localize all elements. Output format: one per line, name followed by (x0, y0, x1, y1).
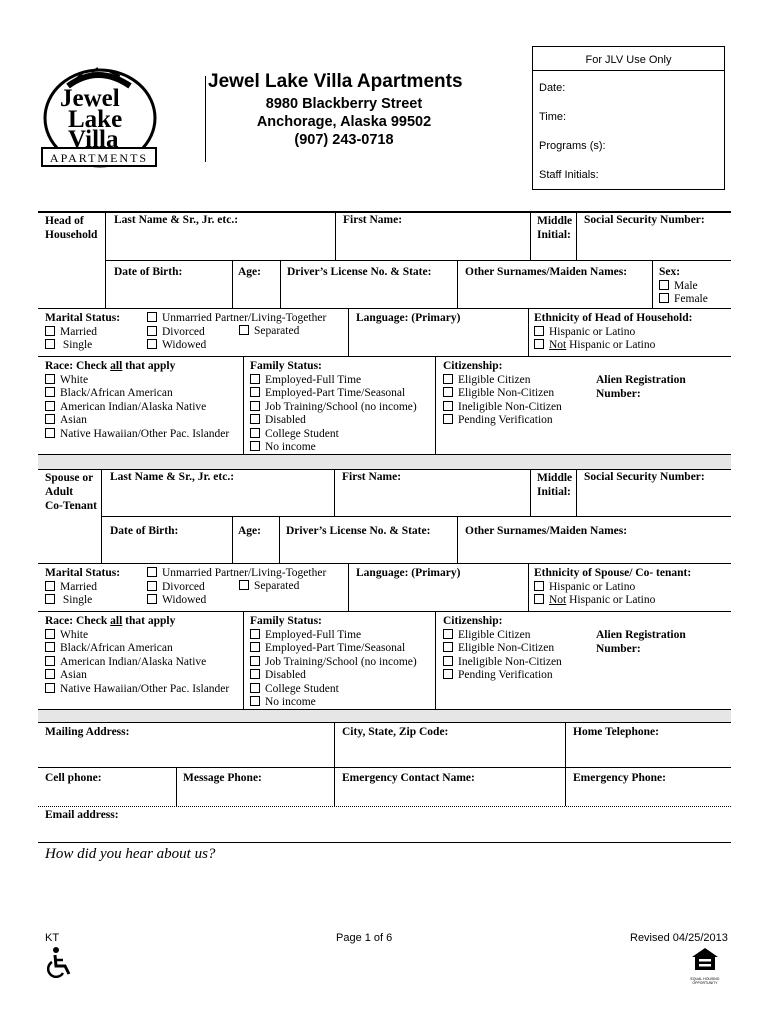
family-checkbox[interactable] (250, 374, 260, 384)
family-checkbox[interactable] (250, 683, 260, 693)
emergency-contact-label: Emergency Contact Name: (342, 772, 475, 784)
citizen-option[interactable]: Pending Verification (443, 414, 562, 428)
hoh-middle-initial-label: Middle Initial: (537, 215, 573, 241)
family-option[interactable]: Job Training/School (no income) (250, 401, 417, 415)
hoh-label: Head of Household (45, 215, 98, 241)
citizen-checkbox[interactable] (443, 374, 453, 384)
married-checkbox[interactable] (45, 326, 55, 336)
family-option[interactable]: Disabled (250, 669, 417, 683)
citizen-option[interactable]: Eligible Citizen (443, 374, 562, 388)
divorced-checkbox[interactable] (147, 581, 157, 591)
widowed-checkbox[interactable] (147, 594, 157, 604)
race-checkbox[interactable] (45, 414, 55, 424)
race-checkbox[interactable] (45, 387, 55, 397)
hoh-age-label: Age: (238, 266, 261, 278)
emergency-phone-label: Emergency Phone: (573, 772, 666, 784)
hoh-top-rule (38, 211, 731, 213)
spouse-surnames-label: Other Surnames/Maiden Names: (465, 525, 628, 537)
race-checkbox[interactable] (45, 374, 55, 384)
spouse-marital-status-col2 (147, 567, 326, 608)
logo-banner: APARTMENTS (49, 151, 149, 165)
citizen-option[interactable]: Eligible Non-Citizen (443, 642, 562, 656)
family-checkbox[interactable] (250, 414, 260, 424)
spouse-ethnicity: Ethnicity of Spouse/ Co- tenant: Hispanic or Latino Not Hispanic or Latino (534, 567, 692, 606)
family-checkbox[interactable] (250, 669, 260, 679)
hoh-marital-status: Marital Status: Married Single (45, 312, 121, 351)
race-option[interactable]: Native Hawaiian/Other Pac. Islander (45, 683, 229, 697)
sex-male-option[interactable]: Male (659, 280, 708, 294)
equal-housing-icon (690, 946, 720, 985)
citizen-checkbox[interactable] (443, 414, 453, 424)
family-option[interactable]: College Student (250, 428, 417, 442)
hoh-language-label: Language: (Primary) (356, 312, 461, 324)
not-hispanic-checkbox[interactable] (534, 339, 544, 349)
race-option[interactable]: Asian (45, 669, 229, 683)
race-checkbox[interactable] (45, 642, 55, 652)
family-checkbox[interactable] (250, 401, 260, 411)
married-option[interactable]: Married (45, 326, 120, 340)
family-option[interactable]: Employed-Full Time (250, 629, 417, 643)
home-telephone-label: Home Telephone: (573, 726, 659, 738)
family-option[interactable]: Job Training/School (no income) (250, 656, 417, 670)
citizen-option[interactable]: Eligible Non-Citizen (443, 387, 562, 401)
citizen-checkbox[interactable] (443, 401, 453, 411)
message-phone-label: Message Phone: (183, 772, 262, 784)
widowed-checkbox[interactable] (147, 339, 157, 349)
separated-checkbox[interactable] (239, 580, 249, 590)
hoh-alien-registration: Alien Registration Number: (596, 374, 686, 400)
office-use-title: For JLV Use Only (585, 54, 672, 66)
race-option[interactable]: Black/African American (45, 642, 229, 656)
race-checkbox[interactable] (45, 669, 55, 679)
hoh-dl-label: Driver’s License No. & State: (287, 266, 432, 278)
single-checkbox[interactable] (45, 594, 55, 604)
race-option[interactable]: Black/African American (45, 387, 229, 401)
family-checkbox[interactable] (250, 642, 260, 652)
spouse-middle-initial-label: Middle Initial: (537, 472, 573, 498)
family-option[interactable]: Employed-Full Time (250, 374, 417, 388)
office-date-label: Date: (539, 82, 566, 94)
office-time-label: Time: (539, 111, 567, 123)
city-state-zip-label: City, State, Zip Code: (342, 726, 449, 738)
race-checkbox[interactable] (45, 656, 55, 666)
spouse-last-name-label: Last Name & Sr., Jr. etc.: (110, 471, 235, 483)
spouse-dob-label: Date of Birth: (110, 525, 179, 537)
divorced-option[interactable]: Divorced (147, 581, 326, 595)
office-programs-label: Programs (s): (539, 140, 606, 152)
section-separator (38, 454, 731, 470)
unmarried-checkbox[interactable] (147, 312, 157, 322)
not-hispanic-option[interactable]: Not Hispanic or Latino (534, 339, 692, 353)
single-option[interactable]: Single (45, 339, 120, 353)
family-checkbox[interactable] (250, 387, 260, 397)
logo-word-villa: Villa (68, 126, 119, 153)
spouse-first-name-label: First Name: (342, 471, 402, 483)
race-checkbox[interactable] (45, 629, 55, 639)
section-separator (38, 709, 731, 723)
family-checkbox[interactable] (250, 656, 260, 666)
hispanic-option[interactable]: Hispanic or Latino (534, 581, 691, 595)
spouse-marital-status: Marital Status: Married Single (45, 567, 121, 606)
family-option[interactable]: Disabled (250, 414, 417, 428)
race-option[interactable]: White (45, 374, 229, 388)
race-option[interactable]: American Indian/Alaska Native (45, 656, 229, 670)
citizen-option[interactable]: Eligible Citizen (443, 629, 562, 643)
hoh-dob-label: Date of Birth: (114, 266, 183, 278)
race-checkbox[interactable] (45, 683, 55, 693)
spouse-language-label: Language: (Primary) (356, 567, 461, 579)
how-did-you-hear-prompt: How did you hear about us? (45, 846, 216, 862)
spouse-age-label: Age: (238, 525, 261, 537)
equal-housing-text: EQUAL HOUSING OPPORTUNITY (690, 977, 720, 985)
hoh-sex-group: Sex: Male Female (659, 266, 708, 305)
address-line-2: Anchorage, Alaska 99502 (256, 114, 432, 130)
mailing-address-label: Mailing Address: (45, 726, 130, 738)
race-option[interactable]: White (45, 629, 229, 643)
page-title: Jewel Lake Villa Apartments (208, 71, 463, 92)
family-checkbox[interactable] (250, 441, 260, 451)
hoh-surnames-label: Other Surnames/Maiden Names: (465, 266, 628, 278)
citizen-checkbox[interactable] (443, 387, 453, 397)
unmarried-checkbox[interactable] (147, 567, 157, 577)
spouse-ssn-label: Social Security Number: (584, 471, 705, 483)
family-option[interactable]: College Student (250, 683, 417, 697)
family-option[interactable]: No income (250, 696, 417, 710)
hoh-ethnicity: Ethnicity of Head of Household: Hispanic or Latino Not Hispanic or Latino (534, 312, 693, 351)
race-checkbox[interactable] (45, 401, 55, 411)
race-checkbox[interactable] (45, 428, 55, 438)
citizen-checkbox[interactable] (443, 656, 453, 666)
hispanic-checkbox[interactable] (534, 326, 544, 336)
citizen-checkbox[interactable] (443, 629, 453, 639)
hoh-first-name-label: First Name: (343, 214, 403, 226)
logo (38, 66, 160, 174)
divorced-option[interactable]: Divorced (147, 326, 326, 340)
separated-option[interactable]: Separated (239, 580, 299, 594)
spouse-family-status: Family Status: Employed-Full Time Employed-Part Time/Seasonal Job Training/School (no income) Disabled College Student No income (250, 615, 417, 708)
not-hispanic-checkbox[interactable] (534, 594, 544, 604)
race-option[interactable]: Native Hawaiian/Other Pac. Islander (45, 428, 229, 442)
single-checkbox[interactable] (45, 339, 55, 349)
spouse-citizenship: Citizenship: Eligible Citizen Eligible Non-Citizen Ineligible Non-Citizen Pending Verification (443, 615, 562, 681)
revision-date: Revised 04/25/2013 (630, 932, 728, 944)
hoh-citizenship: Citizenship: Eligible Citizen Eligible Non-Citizen Ineligible Non-Citizen Pending Verification (443, 360, 562, 426)
phone-number: (907) 243-0718 (294, 132, 394, 148)
widowed-option[interactable]: Widowed (147, 594, 326, 608)
female-checkbox[interactable] (659, 293, 669, 303)
address-line-1: 8980 Blackberry Street (265, 96, 423, 112)
citizen-option[interactable]: Ineligible Non-Citizen (443, 656, 562, 670)
separated-option[interactable]: Separated (239, 325, 299, 339)
family-option[interactable]: No income (250, 441, 417, 455)
unmarried-option[interactable]: Unmarried Partner/Living-Together (147, 567, 326, 581)
spouse-race: Race: Check all that apply White Black/African American American Indian/Alaska Native Asian Native Hawaiian/Other Pac. Islander (45, 615, 230, 695)
family-checkbox[interactable] (250, 696, 260, 706)
citizen-option[interactable]: Ineligible Non-Citizen (443, 401, 562, 415)
divorced-checkbox[interactable] (147, 326, 157, 336)
single-option[interactable]: Single (45, 594, 120, 608)
logo-word-lake: Lake (68, 106, 123, 133)
office-staff-label: Staff Initials: (539, 169, 599, 181)
family-option[interactable]: Employed-Part Time/Seasonal (250, 642, 417, 656)
family-option[interactable]: Employed-Part Time/Seasonal (250, 387, 417, 401)
cell-phone-label: Cell phone: (45, 772, 102, 784)
hoh-marital-status-col2 (147, 312, 326, 353)
wheelchair-icon (44, 946, 74, 978)
race-option[interactable]: Asian (45, 414, 229, 428)
sex-female-option[interactable]: Female (659, 293, 708, 307)
office-use-title-rule (532, 70, 725, 71)
hispanic-option[interactable]: Hispanic or Latino (534, 326, 692, 340)
unmarried-option[interactable]: Unmarried Partner/Living-Together (147, 312, 326, 326)
spouse-alien-registration: Alien Registration Number: (596, 629, 686, 655)
citizen-option[interactable]: Pending Verification (443, 669, 562, 683)
logo-word-jewel: Jewel (60, 85, 120, 112)
widowed-option[interactable]: Widowed (147, 339, 326, 353)
married-option[interactable]: Married (45, 581, 120, 595)
separated-checkbox[interactable] (239, 325, 249, 335)
hoh-family-status: Family Status: Employed-Full Time Employed-Part Time/Seasonal Job Training/School (no income) Disabled College Student No income (250, 360, 417, 453)
hoh-last-name-label: Last Name & Sr., Jr. etc.: (114, 214, 239, 226)
spouse-dl-label: Driver’s License No. & State: (286, 525, 431, 537)
email-address-label: Email address: (45, 809, 119, 821)
footer-initials: KT (45, 932, 60, 944)
male-checkbox[interactable] (659, 280, 669, 290)
hispanic-checkbox[interactable] (534, 581, 544, 591)
spouse-label: Spouse or Adult Co-Tenant (45, 472, 97, 512)
not-hispanic-option[interactable]: Not Hispanic or Latino (534, 594, 691, 608)
page-number: Page 1 of 6 (336, 932, 393, 944)
race-option[interactable]: American Indian/Alaska Native (45, 401, 229, 415)
citizen-checkbox[interactable] (443, 669, 453, 679)
family-checkbox[interactable] (250, 428, 260, 438)
citizen-checkbox[interactable] (443, 642, 453, 652)
hoh-race: Race: Check all that apply White Black/African American American Indian/Alaska Native Asian Native Hawaiian/Other Pac. Islander (45, 360, 230, 440)
family-checkbox[interactable] (250, 629, 260, 639)
hoh-ssn-label: Social Security Number: (584, 214, 705, 226)
married-checkbox[interactable] (45, 581, 55, 591)
